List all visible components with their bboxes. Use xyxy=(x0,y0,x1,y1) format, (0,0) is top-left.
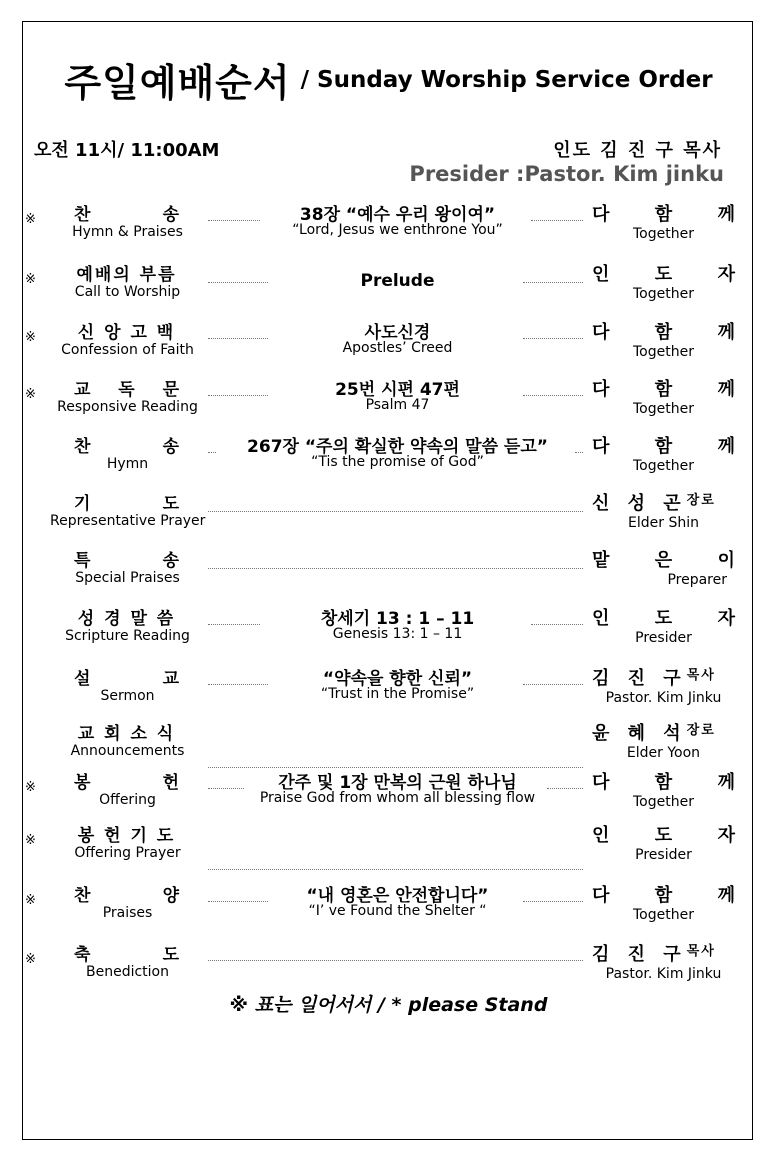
order-item xyxy=(0,664,777,720)
item-detail-korean: 사도신경 xyxy=(364,323,431,343)
presenter-char: 도 xyxy=(654,608,673,629)
item-name-english: Confession of Faith xyxy=(61,342,194,358)
item-detail-english: Praise God from whom all blessing flow xyxy=(259,790,536,806)
presenter-korean xyxy=(592,489,735,515)
item-name-korean xyxy=(54,260,199,285)
item-name-korean xyxy=(54,821,199,846)
stand-mark: ※ xyxy=(25,833,36,848)
item-name-english: Hymn xyxy=(106,456,149,472)
item-name-english: Offering Prayer xyxy=(74,845,181,861)
presenter-char: 자 xyxy=(717,264,735,285)
item-detail-english: Apostles’ Creed xyxy=(342,340,453,356)
item-name-korean xyxy=(54,546,199,571)
item-name-korean xyxy=(54,200,199,225)
item-name-char: 송 xyxy=(162,205,179,225)
presenter-char: 맡 xyxy=(592,550,610,571)
presenter-english: Together xyxy=(633,401,694,417)
presenter-char: 도 xyxy=(654,264,673,285)
item-detail-english: “Tis the promise of God” xyxy=(311,454,484,470)
item-name-char: 양 xyxy=(162,886,179,906)
item-name-char: 특 xyxy=(74,551,91,571)
presenter-english: Pastor. Kim Jinku xyxy=(605,690,722,706)
item-name-char: 설 xyxy=(74,669,91,689)
order-item xyxy=(0,604,777,660)
stand-note: ※ 표는 일어서서 / * please Stand xyxy=(229,994,548,1016)
order-item xyxy=(0,546,777,602)
item-detail-korean: 간주 및 1장 만복의 근원 하나님 xyxy=(278,773,517,793)
presenter-char: 께 xyxy=(717,436,735,457)
stand-mark: ※ xyxy=(25,780,36,795)
presenter-char: 께 xyxy=(717,885,735,906)
presenter-english: Elder Yoon xyxy=(626,745,701,761)
order-item xyxy=(0,318,777,374)
leader-line xyxy=(208,869,583,870)
presenter-title: 장로 xyxy=(686,493,716,508)
presenter-english: Together xyxy=(633,226,694,242)
presenter-char: 은 xyxy=(654,550,673,571)
leader-line xyxy=(208,220,260,221)
item-name-korean xyxy=(54,489,199,514)
leader-line xyxy=(208,960,583,961)
presenter-char: 다 xyxy=(592,436,610,457)
presenter-name: 김 진 구 xyxy=(592,668,687,689)
presenter-name: 윤 혜 석 xyxy=(592,723,687,744)
leader-line xyxy=(523,395,583,396)
presenter-char: 이 xyxy=(717,550,735,571)
item-name-korean xyxy=(54,940,199,965)
leader-line xyxy=(523,684,583,685)
presenter-char: 다 xyxy=(592,322,610,343)
leader-line xyxy=(208,684,268,685)
order-item xyxy=(0,489,777,545)
item-name-char: 교 xyxy=(162,669,179,689)
presenter-char: 자 xyxy=(717,608,735,629)
presenter-korean xyxy=(592,664,735,690)
item-name-english: Scripture Reading xyxy=(65,628,190,644)
presenter-korean xyxy=(592,604,735,630)
presenter-char: 께 xyxy=(717,204,735,225)
item-name-char: 기 xyxy=(74,494,91,514)
service-time: 오전 11시/ 11:00AM xyxy=(34,140,220,161)
item-name-korean xyxy=(54,881,199,906)
order-item xyxy=(0,719,777,775)
stand-mark: ※ xyxy=(25,387,36,402)
item-name-korean xyxy=(54,768,199,793)
presenter-english: Presider xyxy=(635,630,692,646)
stand-mark: ※ xyxy=(25,212,36,227)
presenter-char: 인 xyxy=(592,608,610,629)
leader-line xyxy=(523,338,583,339)
presenter-korean xyxy=(592,200,735,226)
item-name-english: Benediction xyxy=(86,964,169,980)
leader-line xyxy=(523,901,583,902)
presenter-char: 다 xyxy=(592,772,610,793)
item-detail-korean: “약속을 향한 신뢰” xyxy=(322,669,473,689)
item-name-english: Representative Prayer xyxy=(50,513,206,529)
presenter-char: 도 xyxy=(654,825,673,846)
item-name-english: Responsive Reading xyxy=(57,399,198,415)
presenter-name: 신 성 곤 xyxy=(592,493,687,514)
presenter-char: 인 xyxy=(592,825,610,846)
presenter-english: Together xyxy=(633,458,694,474)
leader-line xyxy=(531,220,583,221)
item-name-char: 찬 xyxy=(74,205,91,225)
presenter-english: Elder Shin xyxy=(628,515,699,531)
item-name-char: 봉 헌 기 도 xyxy=(77,826,176,846)
presenter-korean xyxy=(592,432,735,458)
leader-line xyxy=(208,338,268,339)
leader-line xyxy=(531,624,583,625)
stand-mark: ※ xyxy=(25,952,36,967)
item-name-char: 교 xyxy=(74,380,91,400)
presenter-korean xyxy=(592,821,735,847)
item-name-char: 교 회 소 식 xyxy=(77,724,176,744)
item-name-char: 도 xyxy=(162,945,179,965)
presenter-name: 김 진 구 xyxy=(592,944,687,965)
presenter-title: 장로 xyxy=(686,723,716,738)
stand-mark: ※ xyxy=(25,330,36,345)
presenter-char: 함 xyxy=(654,379,673,400)
item-name-char: 송 xyxy=(162,551,179,571)
item-name-english: Sermon xyxy=(100,688,155,704)
item-name-char: 문 xyxy=(162,380,179,400)
leader-line xyxy=(208,511,583,512)
presenter-title: 목사 xyxy=(686,668,716,683)
item-name-english: Call to Worship xyxy=(74,284,181,300)
title-korean: 주일예배순서 xyxy=(64,61,291,105)
stand-mark: ※ xyxy=(25,893,36,908)
item-detail-korean: “내 영혼은 안전합니다” xyxy=(306,886,489,906)
item-detail-korean: 창세기 13 : 1 – 11 xyxy=(320,609,475,629)
item-name-char: 도 xyxy=(162,494,179,514)
presenter-english: Together xyxy=(633,794,694,810)
item-detail-english: “Trust in the Promise” xyxy=(320,686,475,702)
item-name-english: Announcements xyxy=(70,743,185,759)
item-name-korean xyxy=(54,318,199,343)
item-name-english: Praises xyxy=(102,905,153,921)
presenter-char: 께 xyxy=(717,379,735,400)
item-name-korean xyxy=(54,664,199,689)
leader-line xyxy=(208,282,268,283)
presenter-english: Together xyxy=(633,344,694,360)
item-name-char: 성 경 말 씀 xyxy=(77,609,176,629)
presenter-char: 다 xyxy=(592,204,610,225)
stand-mark: ※ xyxy=(25,272,36,287)
order-item xyxy=(0,260,777,316)
presenter-char: 다 xyxy=(592,379,610,400)
leader-line xyxy=(547,788,583,789)
order-item xyxy=(0,432,777,488)
presenter-char: 인 xyxy=(592,264,610,285)
item-detail-english: “Lord, Jesus we enthrone You” xyxy=(292,222,503,238)
presenter-korean xyxy=(592,881,735,907)
item-detail-korean: Prelude xyxy=(360,271,435,291)
order-item xyxy=(0,940,777,996)
order-item xyxy=(0,200,777,256)
leader-line xyxy=(208,624,260,625)
presenter-char: 께 xyxy=(717,322,735,343)
item-name-korean xyxy=(54,432,199,457)
item-name-char: 찬 xyxy=(74,437,91,457)
order-item xyxy=(0,768,777,824)
presenter-korean xyxy=(592,940,735,966)
presenter-korean xyxy=(592,260,735,286)
title-english: / Sunday Worship Service Order xyxy=(300,66,713,93)
item-name-english: Special Praises xyxy=(75,570,180,586)
leader-line xyxy=(208,901,268,902)
item-name-char: 찬 xyxy=(74,886,91,906)
item-name-char: 송 xyxy=(162,437,179,457)
leader-line xyxy=(208,788,244,789)
item-detail-english: “I’ ve Found the Shelter “ xyxy=(308,903,487,919)
item-name-korean xyxy=(54,375,199,400)
order-item xyxy=(0,881,777,937)
presenter-korean xyxy=(592,375,735,401)
presenter-korean xyxy=(592,719,735,745)
presenter-english: Together xyxy=(633,907,694,923)
item-name-char: 예배의 부름 xyxy=(76,265,177,285)
presenter-english: Pastor. Kim Jinku xyxy=(605,966,722,982)
presenter-english: Presider xyxy=(635,847,692,863)
leader-line xyxy=(208,395,268,396)
leader-line xyxy=(523,282,583,283)
presider-english: Presider :Pastor. Kim jinku xyxy=(409,162,724,186)
item-name-char: 축 xyxy=(74,945,91,965)
order-item xyxy=(0,375,777,431)
presenter-korean xyxy=(592,546,735,572)
presenter-english: Together xyxy=(633,286,694,302)
item-name-char: 헌 xyxy=(162,773,179,793)
item-detail-english: Psalm 47 xyxy=(365,397,430,413)
presenter-english: Preparer xyxy=(667,572,727,588)
presenter-char: 다 xyxy=(592,885,610,906)
leader-line xyxy=(208,568,583,569)
item-name-char: 봉 xyxy=(74,773,91,793)
presenter-char: 자 xyxy=(717,825,735,846)
presenter-char: 함 xyxy=(654,772,673,793)
item-name-char: 독 xyxy=(118,380,135,400)
item-name-korean xyxy=(54,604,199,629)
leader-line xyxy=(575,452,583,453)
presenter-char: 함 xyxy=(654,204,673,225)
page-title xyxy=(0,52,777,107)
order-item xyxy=(0,821,777,877)
leader-line xyxy=(208,452,216,453)
item-detail-korean: 25번 시편 47편 xyxy=(335,380,460,400)
item-name-english: Offering xyxy=(99,792,156,808)
item-detail-korean: 267장 “주의 확실한 약속의 말씀 듣고” xyxy=(247,437,548,457)
presider-korean: 인도 김 진 구 목사 xyxy=(553,140,722,161)
presenter-korean xyxy=(592,768,735,794)
presenter-korean xyxy=(592,318,735,344)
item-detail-korean: 38장 “예수 우리 왕이여” xyxy=(299,205,496,225)
presenter-char: 함 xyxy=(654,885,673,906)
item-name-char: 신 앙 고 백 xyxy=(77,323,176,343)
presenter-char: 함 xyxy=(654,322,673,343)
presenter-title: 목사 xyxy=(686,944,716,959)
item-detail-english: Genesis 13: 1 – 11 xyxy=(332,626,463,642)
item-name-korean xyxy=(54,719,199,744)
presenter-char: 께 xyxy=(717,772,735,793)
presenter-char: 함 xyxy=(654,436,673,457)
item-name-english: Hymn & Praises xyxy=(72,224,183,240)
